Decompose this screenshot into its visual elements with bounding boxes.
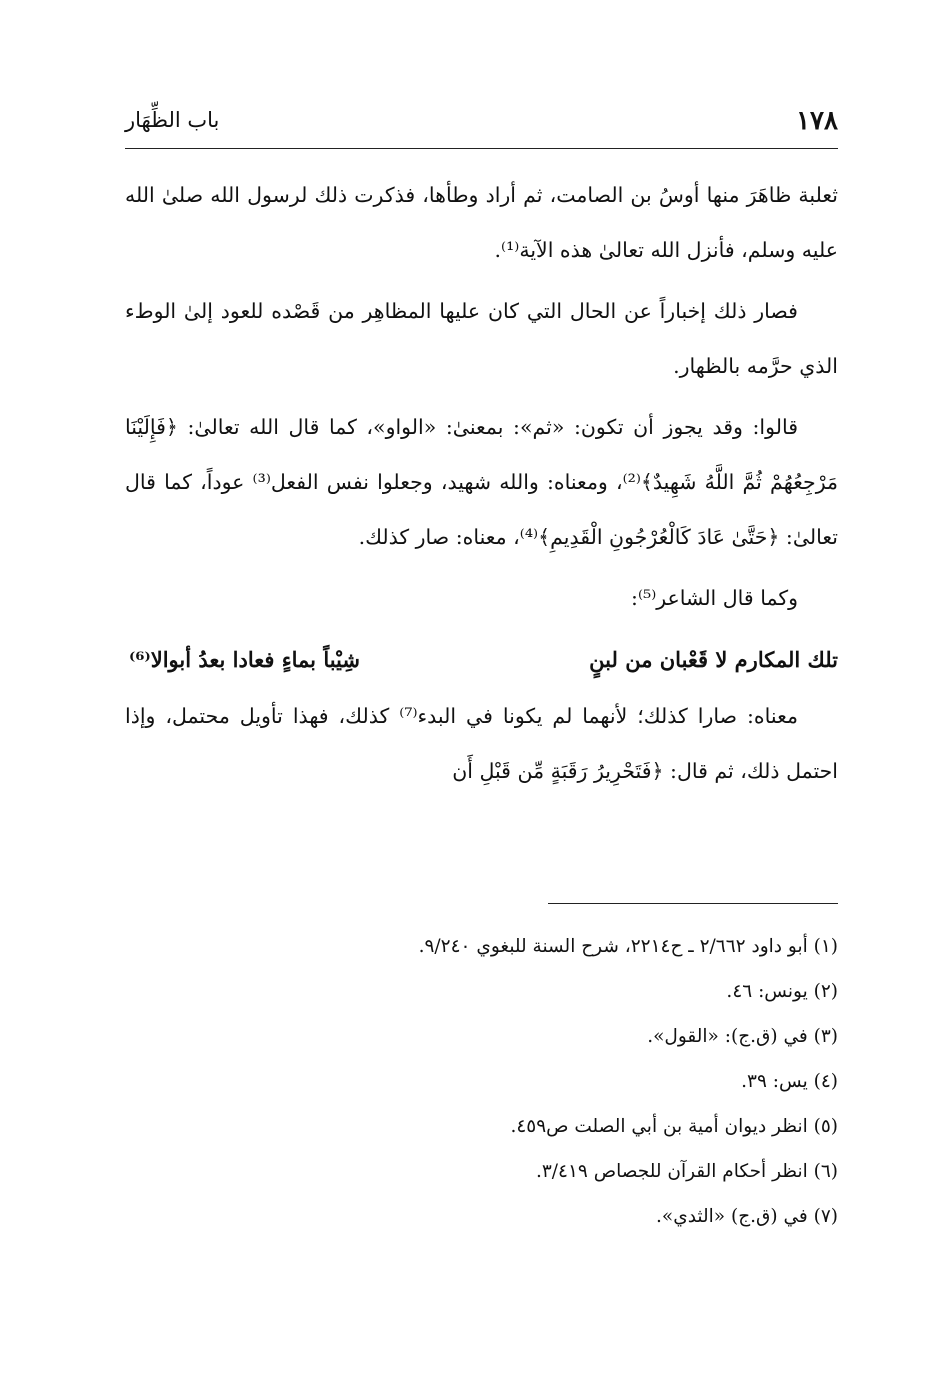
paragraph-4: وكما قال الشاعر⁽⁵⁾: xyxy=(631,586,798,610)
footnote-2: (٢) يونس: ٤٦. xyxy=(726,981,838,1002)
footnote-3: (٣) في (ق.ج): «القول». xyxy=(647,1026,838,1047)
footnote-5: (٥) انظر ديوان أمية بن أبي الصلت ص٤٥٩. xyxy=(510,1116,838,1137)
footnote-4: (٤) يس: ٣٩. xyxy=(741,1071,838,1092)
main-text xyxy=(125,168,838,805)
footnote-7: (٧) في (ق.ج) «الثدي». xyxy=(656,1206,838,1227)
footnote-6: (٦) انظر أحكام القرآن للجصاص ٣/٤١٩. xyxy=(535,1161,838,1182)
verse-second-hemistich: شِيْباً بماءٍ فعادا بعدُ أبوالا⁽⁶⁾ xyxy=(129,647,360,672)
verse-first-hemistich: تلك المكارم لا قَعْبان من لبنٍ xyxy=(589,647,838,672)
paragraph-2: فصار ذلك إخباراً عن الحال التي كان عليها المظاهِر من قَصْده للعود إلىٰ الوطء الذي حرَّمه بالظهار. xyxy=(125,299,838,378)
paragraph-3: قالوا: وقد يجوز أن تكون: «ثم»: بمعنىٰ: «الواو»، كما قال الله تعالىٰ: ﴿فَإِلَيْنَا مَرْجِعُهُمْ ثُمَّ اللَّهُ شَهِيدٌ﴾⁽²⁾، ومعناه: والله شهيد، وجعلوا نفس الفعل⁽³⁾ عوداً، كما قال تعالىٰ: ﴿حَتَّىٰ عَادَ كَالْعُرْجُونِ الْقَدِيمِ﴾⁽⁴⁾، معناه: صار كذلك. xyxy=(125,415,838,549)
chapter-title: باب الظِّهَار xyxy=(125,108,220,132)
poetry-verse xyxy=(125,632,838,687)
paragraph-1: ثعلبة ظاهَرَ منها أوسُ بن الصامت، ثم أراد وطأها، فذكرت ذلك لرسول الله صلىٰ الله عليه وسلم، فأنزل الله تعالىٰ هذه الآية⁽¹⁾. xyxy=(125,183,838,262)
footnote-1: (١) أبو داود ٢/٦٦٢ ـ ح٢٢١٤، شرح السنة للبغوي ٩/٢٤٠. xyxy=(418,936,838,957)
footnotes xyxy=(278,924,838,1239)
running-header xyxy=(125,100,838,149)
footnote-separator xyxy=(548,903,838,904)
page-number: ١٧٨ xyxy=(796,106,838,136)
paragraph-5: معناه: صارا كذلك؛ لأنهما لم يكونا في البدء⁽⁷⁾ كذلك، فهذا تأويل محتمل، وإذا احتمل ذلك، ثم قال: ﴿فَتَحْرِيرُ رَقَبَةٍ مِّن قَبْلِ أَن xyxy=(125,704,838,783)
